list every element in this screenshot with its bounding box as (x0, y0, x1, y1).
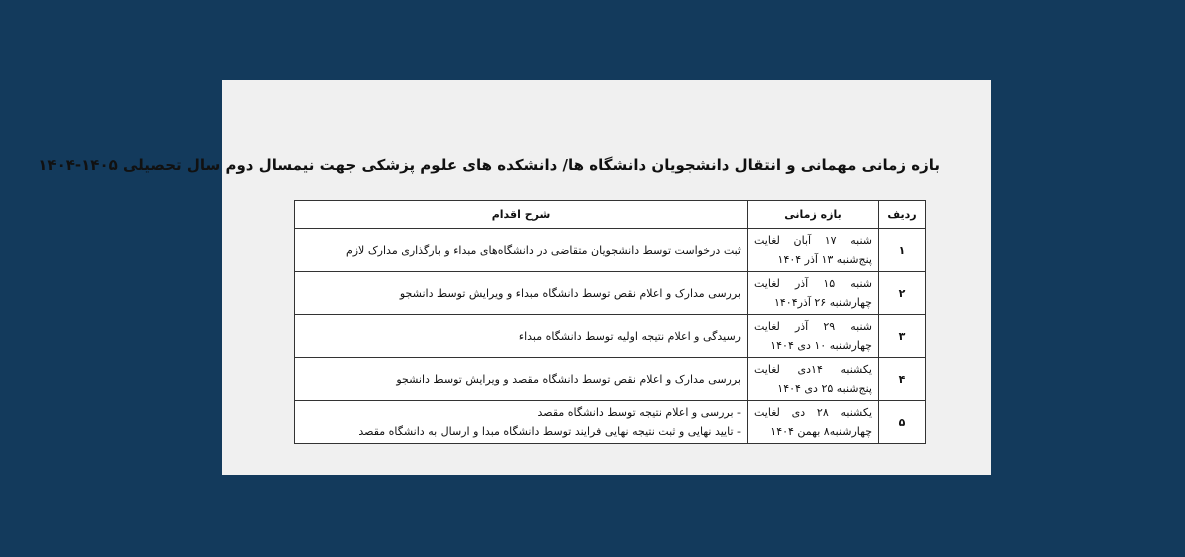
period-end: پنج‌شنبه ۲۵ دی ۱۴۰۴ (777, 382, 872, 395)
description-line: - بررسی و اعلام نتیجه توسط دانشگاه مقصد (537, 406, 741, 419)
row-period (748, 272, 879, 315)
row-period (748, 401, 879, 444)
document-sheet (38, 80, 991, 475)
row-period (748, 229, 879, 272)
header-period: بازه زمانی (748, 201, 879, 229)
row-description (295, 229, 748, 272)
period-start: یکشنبه ۲۸ دی لغایت (754, 406, 873, 419)
period-end: چهارشنبه ۱۰ دی ۱۴۰۴ (770, 339, 872, 352)
description-line: ثبت درخواست توسط دانشجویان متقاضی در دانشگاه‌های مبداء و بارگذاری مدارک لازم (345, 243, 741, 257)
period-end: چهارشنبه۸ بهمن ۱۴۰۴ (770, 425, 872, 438)
document-title: بازه زمانی مهمانی و انتقال دانشجویان دانشگاه ها/ دانشکده های علوم پزشکی جهت نیمسال دوم سال تحصیلی ۱۴۰۵-۱۴۰۴ (38, 156, 940, 174)
period-start: شنبه ۱۵ آذر لغایت (754, 277, 872, 290)
row-number: ۵ (879, 401, 926, 444)
table-row (295, 272, 926, 315)
table-row (295, 315, 926, 358)
description-line: رسیدگی و اعلام نتیجه اولیه توسط دانشگاه مبداء (518, 329, 741, 343)
row-number: ۳ (879, 315, 926, 358)
row-number: ۴ (879, 358, 926, 401)
row-period (748, 358, 879, 401)
description-line: - تایید نهایی و ثبت نتیجه نهایی فرایند توسط دانشگاه مبدا و ارسال به دانشگاه مقصد (358, 425, 741, 438)
description-line: بررسی مدارک و اعلام نقص توسط دانشگاه مبداء و ویرایش توسط دانشجو (399, 286, 741, 300)
row-description (295, 272, 748, 315)
schedule-table (294, 200, 926, 444)
period-start: یکشنبه ۱۴دی لغایت (754, 363, 872, 376)
row-description (295, 401, 748, 444)
period-start: شنبه ۱۷ آبان لغایت (754, 234, 872, 247)
row-period (748, 315, 879, 358)
table-row (295, 401, 926, 444)
period-start: شنبه ۲۹ آذر لغایت (754, 320, 872, 333)
row-number: ۱ (879, 229, 926, 272)
description-line: بررسی مدارک و اعلام نقص توسط دانشگاه مقصد و ویرایش توسط دانشجو (396, 372, 741, 386)
row-description (295, 358, 748, 401)
period-end: پنج‌شنبه ۱۳ آذر ۱۴۰۴ (777, 253, 872, 266)
row-description (295, 315, 748, 358)
table-row (295, 229, 926, 272)
header-row-number: ردیف (879, 201, 926, 229)
table-row (295, 358, 926, 401)
row-number: ۲ (879, 272, 926, 315)
table-header-row (295, 201, 926, 229)
period-end: چهارشنبه ۲۶ آذر۱۴۰۴ (773, 296, 872, 309)
header-description: شرح اقدام (295, 201, 748, 229)
